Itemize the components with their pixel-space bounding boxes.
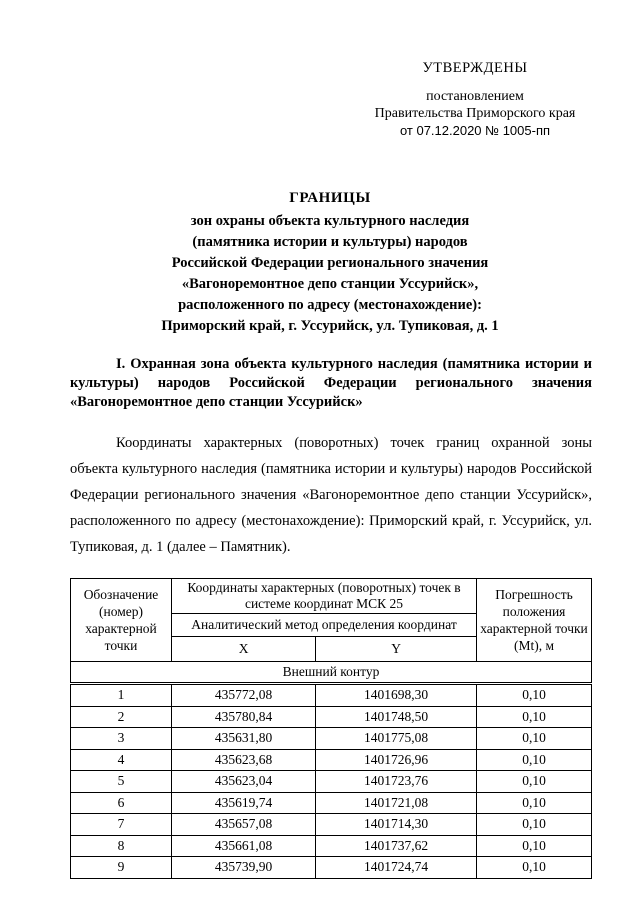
cell-y: 1401737,62 bbox=[316, 835, 477, 857]
cell-point-number: 9 bbox=[71, 857, 172, 879]
cell-x: 435657,08 bbox=[172, 814, 316, 836]
cell-y: 1401775,08 bbox=[316, 728, 477, 750]
header-x: X bbox=[172, 637, 316, 662]
table-body bbox=[71, 684, 592, 879]
cell-x: 435772,08 bbox=[172, 684, 316, 707]
header-y: Y bbox=[316, 637, 477, 662]
table-row bbox=[71, 771, 592, 793]
table-subheading: Внешний контур bbox=[71, 662, 592, 684]
cell-point-number: 6 bbox=[71, 792, 172, 814]
cell-y: 1401748,50 bbox=[316, 706, 477, 728]
header-error: Погрешность положения характерной точки (Mt), м bbox=[477, 579, 592, 662]
header-method: Аналитический метод определения координат bbox=[172, 614, 477, 637]
cell-point-number: 8 bbox=[71, 835, 172, 857]
cell-x: 435623,68 bbox=[172, 749, 316, 771]
header-point-number: Обозначение (номер) характерной точки bbox=[71, 579, 172, 662]
cell-point-number: 4 bbox=[71, 749, 172, 771]
title-line: зон охраны объекта культурного наследия bbox=[190, 213, 470, 229]
cell-x: 435623,04 bbox=[172, 771, 316, 793]
approval-block bbox=[360, 60, 590, 140]
approval-date: от 07.12.2020 № 1005-пп bbox=[399, 123, 551, 138]
table-row bbox=[71, 814, 592, 836]
cell-y: 1401724,74 bbox=[316, 857, 477, 879]
cell-error: 0,10 bbox=[477, 792, 592, 814]
header-coordinates: Координаты характерных (поворотных) точек в системе координат МСК 25 bbox=[172, 579, 477, 614]
body-paragraph: Координаты характерных (поворотных) точек границ охранной зоны объекта культурного наследия (памятника истории и культуры) народов Российской Федерации регионального значения «Вагоноремонтное депо станции Уссурийск», расположенного по адресу (местонахождение): Приморский край, г. Уссурийск, ул. Тупиковая, д. 1 (далее – Памятник). bbox=[70, 435, 592, 555]
cell-point-number: 2 bbox=[71, 706, 172, 728]
table-row bbox=[71, 749, 592, 771]
title-line: (памятника истории и культуры) народов bbox=[192, 234, 468, 250]
title-line: расположенного по адресу (местонахождение): bbox=[178, 297, 482, 313]
cell-point-number: 3 bbox=[71, 728, 172, 750]
table-row bbox=[71, 728, 592, 750]
cell-error: 0,10 bbox=[477, 728, 592, 750]
cell-error: 0,10 bbox=[477, 835, 592, 857]
title-main: ГРАНИЦЫ bbox=[289, 190, 371, 206]
table-row bbox=[71, 857, 592, 879]
table-row bbox=[71, 835, 592, 857]
coordinates-table bbox=[70, 578, 592, 879]
cell-point-number: 1 bbox=[71, 684, 172, 707]
cell-error: 0,10 bbox=[477, 706, 592, 728]
cell-error: 0,10 bbox=[477, 814, 592, 836]
table-row bbox=[71, 706, 592, 728]
cell-y: 1401714,30 bbox=[316, 814, 477, 836]
cell-point-number: 5 bbox=[71, 771, 172, 793]
title-line: «Вагоноремонтное депо станции Уссурийск», bbox=[181, 276, 479, 292]
document-title bbox=[60, 190, 600, 337]
cell-error: 0,10 bbox=[477, 857, 592, 879]
cell-x: 435661,08 bbox=[172, 835, 316, 857]
approval-line-2: Правительства Приморского края bbox=[374, 106, 576, 121]
cell-point-number: 7 bbox=[71, 814, 172, 836]
cell-x: 435631,80 bbox=[172, 728, 316, 750]
title-line: Приморский край, г. Уссурийск, ул. Тупиковая, д. 1 bbox=[161, 318, 499, 334]
cell-y: 1401723,76 bbox=[316, 771, 477, 793]
cell-y: 1401698,30 bbox=[316, 684, 477, 707]
cell-error: 0,10 bbox=[477, 771, 592, 793]
table-row bbox=[71, 684, 592, 707]
section-heading: I. Охранная зона объекта культурного наследия (памятника истории и культуры) народов Российской Федерации регионального значения «Вагоноремонтное депо станции Уссурийск» bbox=[70, 356, 592, 410]
approval-title: УТВЕРЖДЕНЫ bbox=[422, 60, 528, 76]
cell-error: 0,10 bbox=[477, 684, 592, 707]
cell-x: 435619,74 bbox=[172, 792, 316, 814]
approval-line-1: постановлением bbox=[426, 89, 524, 104]
cell-x: 435780,84 bbox=[172, 706, 316, 728]
cell-y: 1401721,08 bbox=[316, 792, 477, 814]
title-line: Российской Федерации регионального значения bbox=[171, 255, 489, 271]
table-row bbox=[71, 792, 592, 814]
cell-error: 0,10 bbox=[477, 749, 592, 771]
cell-x: 435739,90 bbox=[172, 857, 316, 879]
cell-y: 1401726,96 bbox=[316, 749, 477, 771]
